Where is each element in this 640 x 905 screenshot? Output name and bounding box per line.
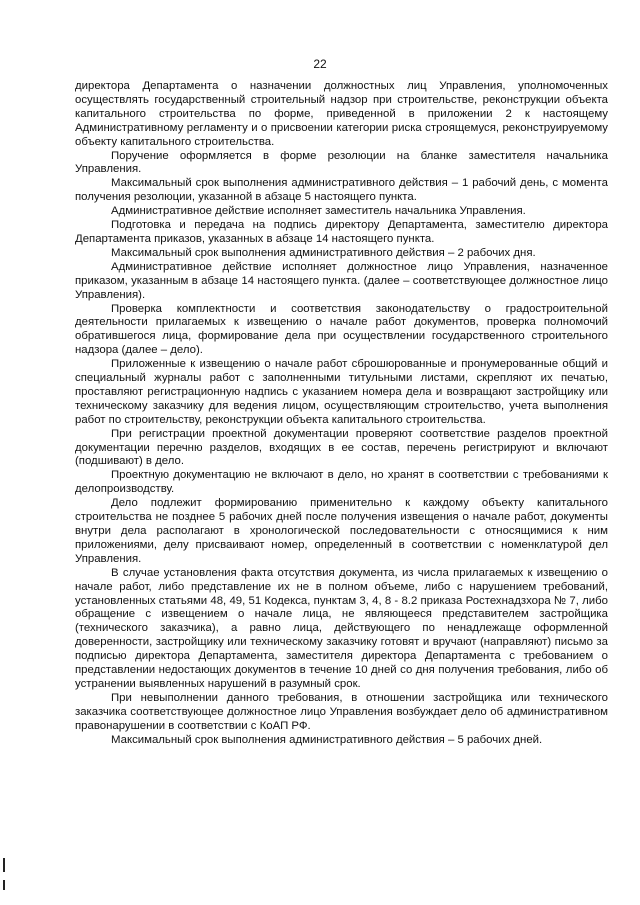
paragraph: Максимальный срок выполнения административного действия – 5 рабочих дней. [111, 733, 543, 746]
paragraph: Приложенные к извещению о начале работ сброшюрованные и пронумерованные общий и специальный журналы работ с заполненными титульными листами, скрепляют их печатью, проставляют регистрационную надпись с указанием номера дела и возвращают застройщику или техническому заказчику для ведения лицом, осуществляющим строительство, учета выполнения работ по строительству, реконструкции объекта капитального строительства. [75, 358, 608, 426]
paragraph: Административное действие исполняет должностное лицо Управления, назначенное приказом, указанным в абзаце 14 настоящего пункта. (далее – соответствующее должностное лицо Управления). [75, 260, 608, 301]
page-number: 22 [313, 57, 327, 71]
paragraph: Проверка комплектности и соответствия законодательству о градостроительной деятельности прилагаемых к извещению о начале работ документов, проверка полномочий обратившегося лица, формирование дела при осуществлении государственного строительного надзора (далее – дело). [75, 302, 608, 357]
scan-edge-mark [3, 880, 5, 890]
paragraph: Подготовка и передача на подпись директору Департамента, заместителю директора Департамента приказов, указанных в абзаце 14 настоящего пункта. [75, 219, 608, 245]
document-body [75, 80, 608, 748]
paragraph: При регистрации проектной документации проверяют соответствие разделов проектной документации перечню разделов, входящих в ее состав, перечень регистрируют и включают (подшивают) в дело. [75, 427, 608, 468]
paragraph: Максимальный срок выполнения административного действия – 1 рабочий день, с момента получения резолюции, указанной в абзаце 5 настоящего пункта. [75, 177, 608, 204]
paragraph: Дело подлежит формированию применительно к каждому объекту капитального строительства не позднее 5 рабочих дней после получения извещения о начале работ, документы внутри дела располагают в хронологической последовательности с относящимися к ним приложениями, делу присваивают номер, определенный в соответствии с номенклатурой дел Управления. [75, 497, 608, 565]
paragraph: Поручение оформляется в форме резолюции на бланке заместителя начальника Управления. [75, 149, 608, 176]
paragraph: При невыполнении данного требования, в отношении застройщика или технического заказчика соответствующее должностное лицо Управления возбуждает дело об административном правонарушении в соответствии с КоАП РФ. [75, 691, 608, 732]
paragraph: В случае установления факта отсутствия документа, из числа прилагаемых к извещению о начале работ, либо представление их не в полном объеме, либо с нарушением требований, установленных статьями 48, 49, 51 Кодекса, пунктам 3, 4, 8 - 8.2 приказа Ростехнадзхора № 7, либо обращение с извещением о начале лица, не являющееся представителем застройщика (технического заказчика), а равно лица, действующего по ненадлежаще оформленной доверенности, застройщику или техническому заказчику готовят и вручают (направляют) письмо за подписью директора Департамента, заместителя директора Департамента с требованием о представлении недостающих документов в течение 10 дней со дня получения требования, либо об устранении выявленных нарушений в разумный срок. [75, 566, 608, 690]
paragraph: Административное действие исполняет заместитель начальника Управления. [111, 205, 526, 218]
scan-edge-mark [3, 858, 5, 872]
paragraph: Проектную документацию не включают в дело, но хранят в соответствии с требованиями к делопроизводству. [75, 469, 608, 496]
paragraph: директора Департамента о назначении должностных лиц Управления, уполномоченных осуществлять государственный строительный надзор при строительстве, реконструкции объекта капитального строительства по форме, приведенной в приложении 2 к настоящему Административному регламенту и о присвоении категории риска строящемуся, реконструируемому объекту капитального строительства. [75, 80, 608, 148]
paragraph: Максимальный срок выполнения административного действия – 2 рабочих дня. [111, 246, 536, 259]
